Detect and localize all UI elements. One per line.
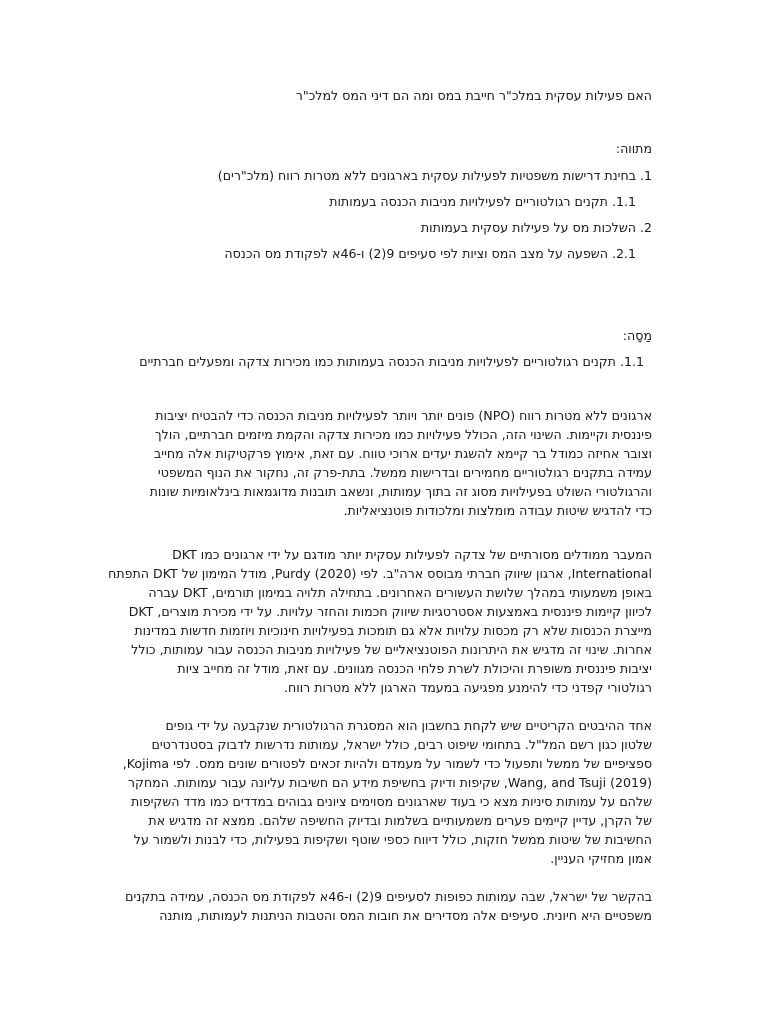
paragraph-line: אחד ההיבטים הקריטיים שיש לקחת בחשבון הוא המסגרת הרגולטורית שנקבעה על ידי גופים xyxy=(165,718,652,733)
paragraph-line: כדי להדגיש שיטות עבודה מומלצות ומלכודות פוטנציאליות. xyxy=(343,503,652,518)
paragraph-line: המעבר ממודלים מסורתיים של צדקה לפעילות עסקית יותר מודגם על ידי ארגונים כמו DKT xyxy=(172,547,652,562)
paragraph-line: International, ארגון שיווק חברתי מבוסס ארה"ב. לפי Purdy (2020), מודל המימון של DKT התפתח xyxy=(108,566,652,581)
paragraph xyxy=(123,716,652,868)
paragraph xyxy=(125,887,652,925)
paragraph-line: Wang, and Tsuji (2019), שקיפות ודיוק בחשיפת מידע הם חשיבות עליונה עבור עמותות. המחקר xyxy=(127,775,652,790)
paragraph-line: שלטון כגון רשם המל"ל. בתחומי שיפוט רבים, כולל ישראל, עמותות נדרשות לדבוק בסטנדרטים xyxy=(151,737,652,752)
paragraph-line: של הקרן, עדיין קיימים פערים משמעותיים בשלמות ובדיוק החשיפה שלהם. ממצא זה מדגיש את xyxy=(148,813,652,828)
paragraph-line: וצובר אחיזה כמודל בר קיימא להשגת יעדים ארוכי טווח. עם זאת, אימוץ פרקטיקות אלה מחייב xyxy=(154,446,652,461)
section-heading: 1.1. תקנים רגולטוריים לפעילויות מניבות הכנסה בעמותות כמו מכירות צדקה ומפעלים חברתיים xyxy=(139,354,644,369)
outline-item: 2. השלכות מס על פעילות עסקית בעמותות xyxy=(420,220,652,235)
outline-item: 1.1. תקנים רגולטוריים לפעילויות מניבות הכנסה בעמותות xyxy=(329,194,636,209)
paragraph-line: משפטיים היא חיונית. סעיפים אלה מסדירים את חובות המס והטבות הניתנות לעמותות, מותנה xyxy=(159,908,652,923)
paragraph-line: החשיבות של שיטות ממשל חזקות, כולל דיווח כספי שוטף ושקיפות בפעילות, כדי לבנות ולשמור על xyxy=(133,832,652,847)
outline-item: 2.1. השפעה על מצב המס וציות לפי סעיפים 9(2) ו-46א לפקודת מס הכנסה xyxy=(224,246,636,261)
paragraph-line: עמידה בתקנים רגולטוריים מחמירים ובדרישות ממשל. בתת-פרק זה, נחקור את הנוף המשפטי xyxy=(157,465,652,480)
paragraph xyxy=(108,545,652,697)
paragraph xyxy=(150,406,652,520)
paragraph-line: יציבות פיננסית משופרת והיכולת לשרת פלחי הכנסה מגוונים. עם זאת, מודל זה מחייב ציות xyxy=(177,661,652,676)
paragraph-line: באופן משמעותי במהלך שלושת העשורים האחרונים. בתחילה תלויה במימון תורמים, DKT עברה xyxy=(148,585,652,600)
paragraph-line: פיננסית וקיימות. השינוי הזה, הכולל פעילויות כמו מכירות צדקה והקמת מיזמים חברתיים, הולך xyxy=(154,427,652,442)
paragraph-line: שלהם על עמותות סיניות מצא כי בעוד שארגונים מסוימים ציונים גבוהים במדדים כמו מדד השקיפות xyxy=(131,794,652,809)
document-title: האם פעילות עסקית במלכ"ר חייבת במס ומה הם דיני המס למלכ"ר xyxy=(295,88,652,103)
paragraph-line: ארגונים ללא מטרות רווח (NPO) פונים יותר ויותר לפעילויות מניבות הכנסה כדי להבטיח יציבות xyxy=(155,408,652,423)
paragraph-line: ספציפיים של ממשל ותפעול כדי לשמור על מעמדם ולהיות זכאים לפטורים שונים ממס. לפי Kojima, xyxy=(122,756,652,771)
paragraph-line: בהקשר של ישראל, שבה עמותות כפופות לסעיפים 9(2) ו-46א לפקודת מס הכנסה, עמידה בתקנים xyxy=(125,889,652,904)
paragraph-line: לכיוון קיימות פיננסית באמצעות אסטרטגיות שיווק חכמות והחזר עלויות. על ידי מכירת מוצרים, DKT xyxy=(128,604,652,619)
outline-heading: מתווה: xyxy=(615,141,652,156)
outline-item: 1. בחינת דרישות משפטיות לפעילות עסקית בארגונים ללא מטרות רווח (מלכ"רים) xyxy=(217,168,652,183)
paragraph-line: רגולטורי קפדני כדי להימנע מפגיעה במעמד הארגון ללא מטרות רווח. xyxy=(284,680,652,695)
paragraph-line: אחרות. שינוי זה מדגיש את היתרונות הפוטנציאליים של פעילויות מניבות הכנסה עבור עמותות, כולל xyxy=(131,642,652,657)
essay-heading: מַסָה: xyxy=(622,328,652,343)
paragraph-line: אמון מחזיקי העניין. xyxy=(550,851,652,866)
paragraph-line: מייצרת הכנסות שלא רק מכסות עלויות אלא גם תומכות בפעילויות חינוכיות ויוזמות חדשות במדינות xyxy=(134,623,652,638)
paragraph-line: והרגולטורי השולט בפעילויות מסוג זה בתוך עמותות, ונשאב תובנות מדוגמאות בינלאומיות שונות xyxy=(149,484,652,499)
